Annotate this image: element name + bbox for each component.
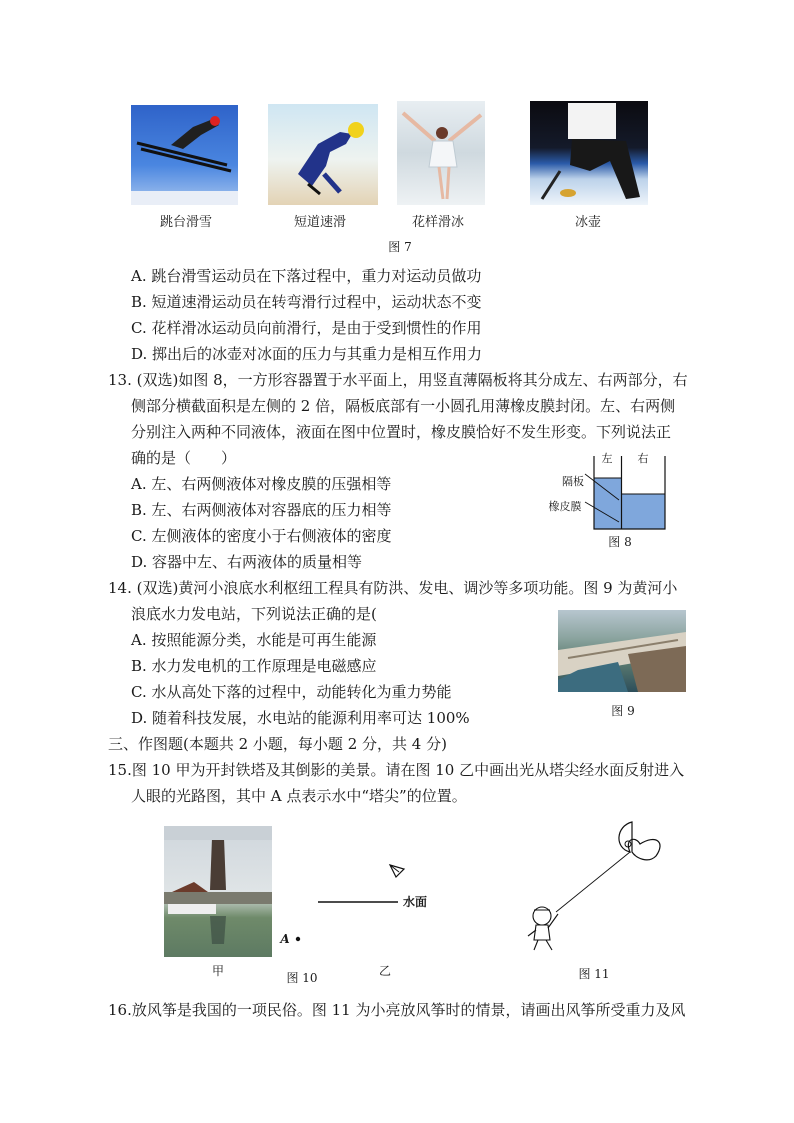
fig10-water-label: 水面 xyxy=(402,895,427,909)
fig8-membrane-label: 橡皮膜 xyxy=(548,500,582,513)
q14-option-c: C. 水从高处下落的过程中，动能转化为重力势能 xyxy=(131,683,452,701)
fig7-caption-figure-skating: 花样滑冰 xyxy=(411,215,464,230)
fig7-caption-speed-skating: 短道速滑 xyxy=(293,215,346,230)
q13-option-d: D. 容器中左、右两液体的质量相等 xyxy=(131,553,363,571)
q16-stem-line-1: 16.放风筝是我国的一项民俗。图 11 为小亮放风筝时的情景，请画出风筝所受重力及风 xyxy=(108,1001,686,1019)
q14-stem-line-2: 浪底水力发电站，下列说法正确的是( xyxy=(131,605,377,623)
fig10-jia-label: 甲 xyxy=(211,964,224,978)
speed-skater-figure xyxy=(268,104,378,205)
q13-option-c: C. 左侧液体的密度小于右侧液体的密度 xyxy=(131,527,392,545)
fig10-point-a: A xyxy=(280,932,290,946)
iron-tower-photo xyxy=(164,826,272,957)
q12-option-d: D. 掷出后的冰壶对冰面的压力与其重力是相互作用力 xyxy=(131,345,483,363)
q12-option-b: B. 短道速滑运动员在转弯滑行过程中，运动状态不变 xyxy=(131,293,482,311)
fig8-partition-label: 隔板 xyxy=(562,475,584,488)
q12-option-c: C. 花样滑冰运动员向前滑行，是由于受到惯性的作用 xyxy=(131,319,482,337)
fig10-label: 图 10 xyxy=(286,971,318,985)
q13-stem-line-4: 确的是（ ） xyxy=(131,449,237,467)
kite-drawing xyxy=(520,818,670,958)
q13-stem-line-3: 分别注入两种不同液体，液面在图中位置时，橡皮膜恰好不发生形变。下列说法正 xyxy=(131,423,672,441)
q13-option-a: A. 左、右两侧液体对橡皮膜的压强相等 xyxy=(131,475,392,493)
figure-skating-photo xyxy=(397,101,485,205)
q15-stem-line-1: 15.图 10 甲为开封铁塔及其倒影的美景。请在图 10 乙中画出光从塔尖经水面反射进入 xyxy=(108,761,685,779)
fig10-yi-diagram xyxy=(278,855,438,950)
fig8-left-label: 左 xyxy=(601,452,613,465)
q12-option-a: A. 跳台滑雪运动员在下落过程中，重力对运动员做功 xyxy=(131,267,482,285)
q13-stem-line-1: 13. (双选)如图 8，一方形容器置于水平面上，用竖直薄隔板将其分成左、右两部分，右 xyxy=(108,371,688,389)
fig11-label: 图 11 xyxy=(578,967,610,981)
fig7-caption-curling: 冰壶 xyxy=(574,215,601,230)
curler-figure xyxy=(530,101,648,205)
fig8-right-label: 右 xyxy=(637,452,649,465)
fig8-container-diagram xyxy=(545,452,675,532)
curling-photo xyxy=(530,101,648,205)
q13-stem-line-2: 侧部分横截面积是左侧的 2 倍，隔板底部有一小圆孔用薄橡皮膜封闭。左、右两侧 xyxy=(131,397,676,415)
q14-stem-line-1: 14. (双选)黄河小浪底水利枢纽工程具有防洪、发电、调沙等多项功能。图 9 为黄河小 xyxy=(108,579,678,597)
fig7-caption-ski-jump: 跳台滑雪 xyxy=(159,215,212,230)
q14-option-d: D. 随着科技发展，水电站的能源利用率可达 100% xyxy=(131,709,470,727)
figure-skater-figure xyxy=(397,101,485,205)
q14-option-a: A. 按照能源分类，水能是可再生能源 xyxy=(131,631,377,649)
q13-option-b: B. 左、右两侧液体对容器底的压力相等 xyxy=(131,501,392,519)
ski-jumper-figure xyxy=(131,105,238,205)
section3-heading: 三、作图题(本题共 2 小题，每小题 2 分，共 4 分) xyxy=(108,735,447,753)
q14-option-b: B. 水力发电机的工作原理是电磁感应 xyxy=(131,657,377,675)
fig7-label: 图 7 xyxy=(388,240,412,254)
dam-photo xyxy=(558,610,686,692)
fig8-label: 图 8 xyxy=(608,535,632,549)
fig10-yi-label: 乙 xyxy=(378,964,391,978)
ski-jump-photo xyxy=(131,105,238,205)
speed-skating-photo xyxy=(268,104,378,205)
q15-stem-line-2: 人眼的光路图，其中 A 点表示水中“塔尖”的位置。 xyxy=(131,787,467,805)
fig9-label: 图 9 xyxy=(611,704,635,718)
